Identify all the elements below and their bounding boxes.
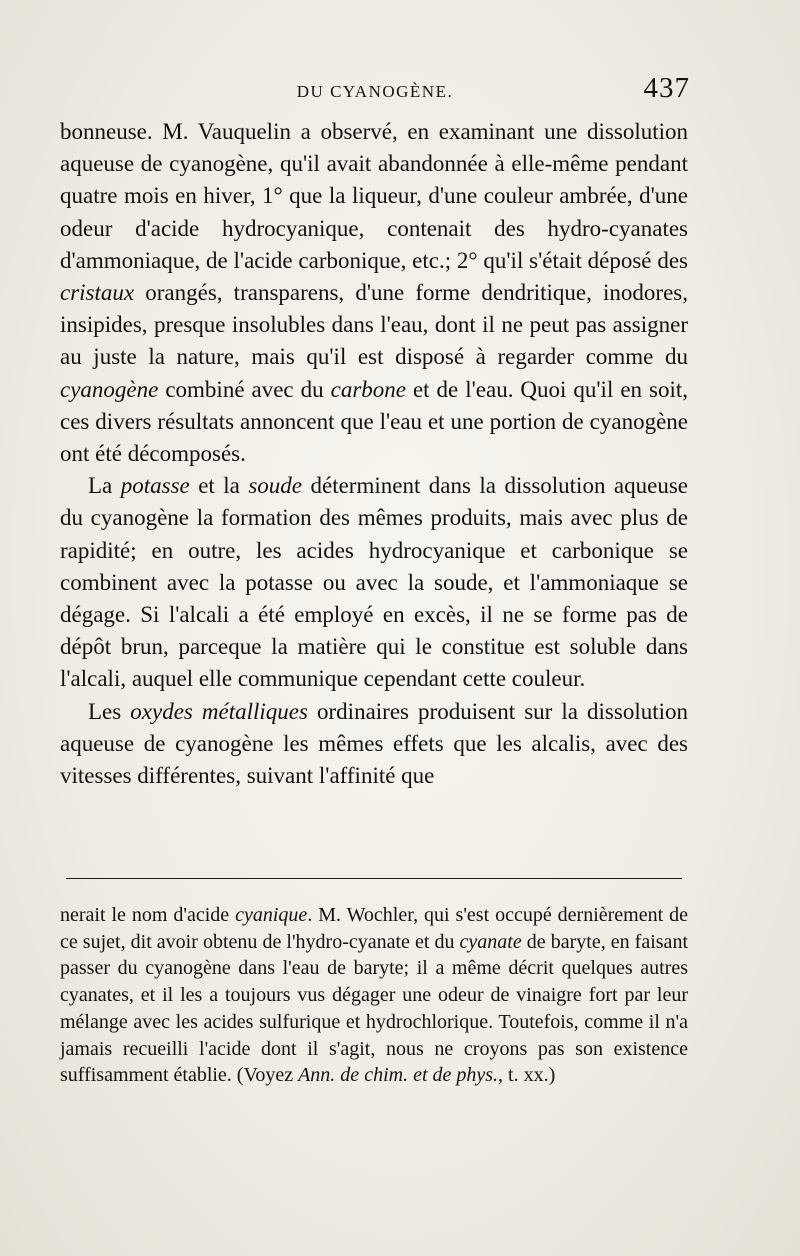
text-run: , t. xx.) — [498, 1064, 556, 1087]
text-run: bonneuse. M. Vauquelin a observé, en examinant une dissolution aqueuse de cyanogène, qu'il avait abandonnée à elle-même pendant quatre mois en hiver, 1° que la liqueur, d'une couleur ambrée, d'une odeur d'acide hydrocyanique, contenait des hydro-cyanates d'ammoniaque, de l'acide carbonique, etc.; 2° qu'il s'était déposé des — [60, 119, 688, 273]
page-number: 437 — [643, 72, 690, 104]
footnote — [60, 902, 688, 1089]
text-run: orangés, transparens, d'une forme dendritique, inodores, insipides, presque insolubles dans l'eau, dont il ne peut pas assigner au juste la nature, mais qu'il est disposé à regarder comme du — [60, 280, 688, 370]
text-run: et de l'eau. Quoi qu'il en soit, ces divers résultats annoncent que l'eau et une portion de cyanogène ont été décomposés. — [60, 376, 688, 467]
text-run: . M. Wochler, qui s'est occupé dernièrement de ce sujet, dit avoir obtenu de l'hydro-cyanate et du — [60, 904, 688, 953]
italic-run: potasse — [120, 473, 190, 499]
main-text — [60, 116, 688, 792]
text-run: de baryte, en faisant passer du cyanogène dans l'eau de baryte; il a même décrit quelques autres cyanates, et il les a toujours vus dégager une odeur de vinaigre fort par leur mélange avec les acides sulfurique et hydrochlorique. Toutefois, comme il n'a jamais recueilli l'acide dont il s'agit, nous ne croyons pas son existence suffisamment établie. (Voyez — [60, 930, 688, 1087]
text-run: La — [88, 473, 121, 499]
italic-run: carbone — [330, 376, 406, 402]
paragraph — [60, 470, 688, 695]
text-run: ordinaires produisent sur la dissolution aqueuse de cyanogène les mêmes effets que les alcalis, avec des vitesses différentes, suivant l'affinité que — [60, 698, 688, 789]
italic-run: cyanate — [459, 930, 522, 953]
paragraph — [60, 116, 688, 470]
text-run: et la — [189, 473, 249, 499]
italic-run: cyanogène — [60, 376, 159, 402]
text-run: combiné avec du — [158, 376, 331, 402]
footnote-text — [60, 902, 688, 1089]
italic-run: oxydes métalliques — [130, 698, 308, 724]
running-head: DU CYANOGÈNE. — [296, 82, 454, 101]
paragraph — [60, 696, 688, 793]
page-header — [60, 72, 690, 112]
footnote-divider — [66, 878, 682, 879]
italic-run: Ann. de chim. et de phys. — [298, 1064, 499, 1087]
text-run: nerait le nom d'acide — [60, 904, 236, 926]
italic-run: cristaux — [60, 280, 135, 306]
text-run: Les — [88, 698, 131, 724]
text-run: déterminent dans la dissolution aqueuse du cyanogène la formation des mêmes produits, mais avec plus de rapidité; en outre, les acides hydrocyanique et carbonique se combinent avec la potasse ou avec la soude, et l'ammoniaque se dégage. Si l'alcali a été employé en excès, il ne se forme pas de dépôt brun, parceque la matière qui le constitue est soluble dans l'alcali, auquel elle communique cependant cette couleur. — [60, 473, 688, 692]
italic-run: soude — [248, 473, 303, 499]
italic-run: cyanique — [235, 904, 308, 926]
